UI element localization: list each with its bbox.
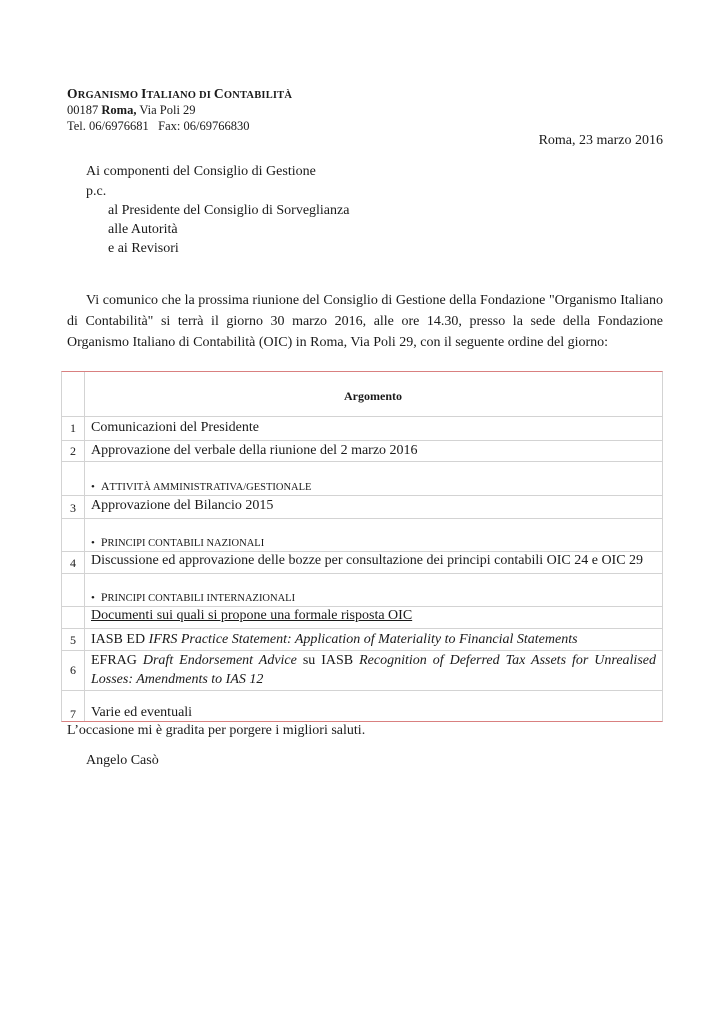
section-rest: TTIVITÀ AMMINISTRATIVA/GESTIONALE bbox=[109, 482, 312, 493]
city: Roma, bbox=[101, 103, 137, 117]
recipient-line-2: p.c. bbox=[86, 184, 107, 199]
row-text bbox=[91, 651, 656, 689]
row-text: Varie ed eventuali bbox=[91, 705, 193, 720]
table-row bbox=[62, 650, 662, 691]
row-number: 7 bbox=[70, 707, 76, 721]
bullet-icon: • bbox=[91, 481, 95, 493]
row-number: 1 bbox=[70, 421, 76, 435]
section-row bbox=[62, 518, 662, 552]
documents-row bbox=[62, 606, 662, 629]
section-heading-attivita bbox=[91, 477, 656, 497]
table-row bbox=[62, 551, 662, 574]
table-row bbox=[62, 440, 662, 462]
row-text-italic: IFRS Practice Statement: Application of Materiality to Financial Statements bbox=[148, 632, 578, 647]
row-text-part: su IASB bbox=[296, 653, 360, 668]
org-letter-c: C bbox=[213, 86, 224, 101]
recipient-line-5: e ai Revisori bbox=[108, 241, 179, 256]
section-cap: P bbox=[100, 535, 108, 549]
section-heading-nazionali bbox=[91, 533, 656, 553]
closing-line: L’occasione mi è gradita per porgere i migliori saluti. bbox=[67, 723, 366, 738]
row-text: Approvazione del Bilancio 2015 bbox=[91, 498, 274, 513]
bullet-icon: • bbox=[91, 592, 95, 604]
section-heading-internazionali bbox=[91, 588, 656, 608]
section-row bbox=[62, 573, 662, 607]
row-text: Approvazione del verbale della riunione del 2 marzo 2016 bbox=[91, 443, 418, 458]
signature: Angelo Casò bbox=[86, 753, 159, 768]
bullet-icon: • bbox=[91, 537, 95, 549]
row-number: 3 bbox=[70, 501, 76, 515]
intro-paragraph: Vi comunico che la prossima riunione del Consiglio di Gestione della Fondazione "Organismo Italiano di Contabilità" si terrà il giorno 30 marzo 2016, alle ore 14.30, presso la sede della Fondazione Organismo Italiano di Contabilità (OIC) in Roma, Via Poli 29, con il seguente ordine del giorno: bbox=[67, 293, 663, 350]
section-cap: P bbox=[100, 590, 108, 604]
section-cap: A bbox=[100, 479, 110, 493]
agenda-table bbox=[61, 371, 663, 722]
row-text-italic: Draft Endorsement Advice bbox=[142, 653, 297, 668]
address-line bbox=[67, 102, 196, 118]
row-number: 2 bbox=[70, 444, 76, 458]
row-text: Discussione ed approvazione delle bozze per consultazione dei principi contabili OIC 24 e OIC 29 bbox=[91, 553, 644, 568]
documents-heading: Documenti sui quali si propone una formale risposta OIC bbox=[91, 608, 413, 623]
table-row bbox=[62, 416, 662, 441]
org-word-2: TALIANO DI bbox=[146, 90, 214, 101]
section-row bbox=[62, 461, 662, 496]
fax: Fax: 06/69766830 bbox=[158, 119, 250, 133]
table-header-argomento: Argomento bbox=[344, 389, 402, 403]
org-letter-i: I bbox=[141, 86, 147, 101]
org-word-3: ONTABILITÀ bbox=[223, 90, 293, 101]
table-row bbox=[62, 690, 662, 722]
section-rest: RINCIPI CONTABILI NAZIONALI bbox=[107, 538, 265, 549]
letter-date: Roma, 23 marzo 2016 bbox=[538, 133, 663, 148]
row-number: 5 bbox=[70, 633, 76, 647]
recipient-line-4: alle Autorità bbox=[108, 222, 178, 237]
row-text-italic: Recognition of Deferred Tax Assets for Unrealised Losses: Amendments to IAS 12 bbox=[91, 653, 656, 687]
contact-line bbox=[67, 118, 249, 134]
recipient-line-1: Ai componenti del Consiglio di Gestione bbox=[86, 164, 316, 179]
org-word-1: RGANISMO bbox=[77, 90, 142, 101]
table-row bbox=[62, 628, 662, 651]
table-row bbox=[62, 495, 662, 519]
table-header-row bbox=[62, 372, 662, 417]
recipient-line-3: al Presidente del Consiglio di Sorveglianza bbox=[108, 203, 350, 218]
section-rest: RINCIPI CONTABILI INTERNAZIONALI bbox=[107, 593, 296, 604]
street: Via Poli 29 bbox=[139, 103, 196, 117]
row-text: Comunicazioni del Presidente bbox=[91, 420, 259, 435]
row-number: 4 bbox=[70, 556, 76, 570]
row-text-part: EFRAG bbox=[91, 653, 143, 668]
org-letter-o: O bbox=[67, 86, 78, 101]
row-text-part: IASB ED bbox=[91, 632, 149, 647]
row-text bbox=[91, 630, 656, 649]
telephone: Tel. 06/6976681 bbox=[67, 119, 149, 133]
row-number: 6 bbox=[70, 663, 76, 677]
postcode: 00187 bbox=[67, 103, 99, 117]
